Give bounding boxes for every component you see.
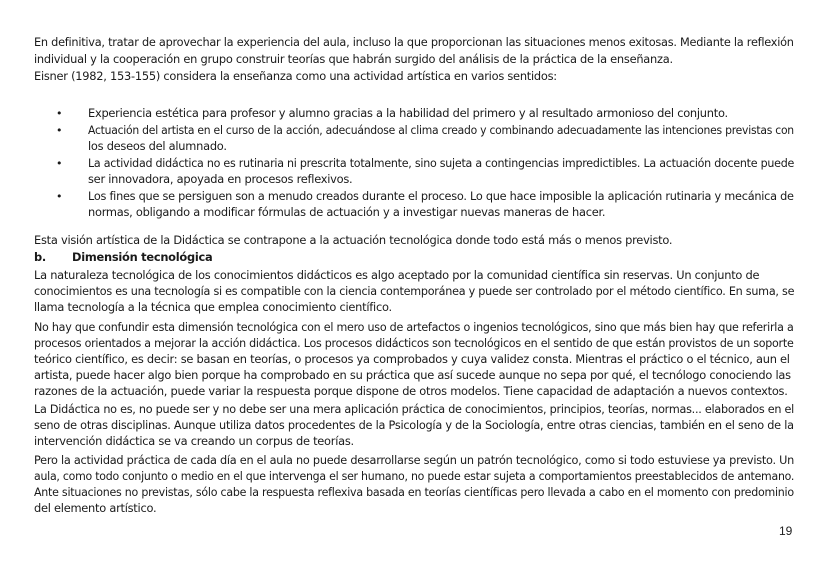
list-item-text: los deseos del alumnado. bbox=[88, 139, 227, 153]
paragraph-line: del elemento artístico. bbox=[34, 501, 157, 515]
intro-line: Eisner (1982, 153-155) considera la enseñanza como una actividad artística en varios sentidos: bbox=[34, 69, 557, 83]
list-item-text: Los fines que se persiguen son a menudo creados durante el proceso. Lo que hace imposible la aplicación rutinaria y mecánica de bbox=[88, 189, 794, 203]
list-item-text: ser innovadora, apoyada en procesos reflexivos. bbox=[88, 172, 353, 186]
intro-line: En definitiva, tratar de aprovechar la experiencia del aula, incluso la que proporcionan las situaciones menos exitosas. Mediante la reflexión bbox=[34, 35, 794, 49]
paragraph-line: Ante situaciones no previstas, sólo cabe la respuesta reflexiva basada en teorías científicas pero llevada a cabo en el momento con predominio bbox=[34, 485, 794, 499]
intro-line: individual y la cooperación en grupo construir teorías que habrán surgido del análisis de la práctica de la enseñanza. bbox=[34, 52, 673, 66]
list-item-text: Actuación del artista en el curso de la acción, adecuándose al clima creado y combinando adecuadamente las intenciones previstas con bbox=[88, 123, 794, 137]
section-heading bbox=[34, 250, 212, 265]
paragraph-line: llama tecnología a la técnica que emplea conocimiento científico. bbox=[34, 300, 392, 314]
bullet-icon: • bbox=[56, 157, 63, 170]
paragraph-line: conocimientos es una tecnología si es compatible con la ciencia contemporánea y puede ser controlado por el método científico. En suma, se bbox=[34, 284, 795, 298]
bullet-icon: • bbox=[56, 124, 63, 137]
paragraph-line: Esta visión artística de la Didáctica se contrapone a la actuación tecnológica donde todo está más o menos previsto. bbox=[34, 233, 673, 247]
paragraph-line: Pero la actividad práctica de cada día en el aula no puede desarrollarse según un patrón tecnológico, como si todo estuviese ya previsto. Un bbox=[34, 453, 795, 467]
paragraph-line: seno de otras disciplinas. Aunque utiliza datos procedentes de la Psicología y de la Sociología, entre otras ciencias, también en el seno de la bbox=[34, 418, 794, 432]
bullet-icon: • bbox=[56, 107, 63, 120]
paragraph-line: La naturaleza tecnológica de los conocimientos didácticos es algo aceptado por la comunidad científica sin reservas. Un conjunto de bbox=[34, 268, 760, 282]
list-item-text: normas, obligando a modificar fórmulas de actuación y a investigar nuevas maneras de hacer. bbox=[88, 205, 606, 219]
list-item-text: Experiencia estética para profesor y alumno gracias a la habilidad del primero y al resultado armonioso del conjunto. bbox=[88, 106, 728, 120]
paragraph-line: No hay que confundir esta dimensión tecnológica con el mero uso de artefactos o ingenios tecnológicos, sino que más bien hay que referirla a bbox=[34, 320, 794, 334]
paragraph-line: procesos orientados a mejorar la acción didáctica. Los procesos didácticos son tecnológicos en el sentido de que están provistos de un soporte bbox=[34, 336, 794, 350]
page-number: 19 bbox=[779, 524, 793, 538]
paragraph-line: artista, puede hacer algo bien porque ha comprobado en su práctica que así sucede aunque no sepa por qué, el tecnólogo conociendo las bbox=[34, 368, 791, 382]
paragraph-line: teórico científico, es decir: se basan en teorías, o procesos ya comprobados y cuya validez consta. Mientras el práctico o el técnico, aun el bbox=[34, 352, 790, 366]
section-number: b. bbox=[34, 250, 46, 264]
paragraph-line: aula, como todo conjunto o medio en el que intervenga el ser humano, no puede estar sujeta a comportamientos preestablecidos de antemano. bbox=[34, 469, 795, 483]
list-item-text: La actividad didáctica no es rutinaria ni prescrita totalmente, sino sujeta a contingencias impredictibles. La actuación docente puede bbox=[88, 156, 795, 170]
paragraph-line: La Didáctica no es, no puede ser y no debe ser una mera aplicación práctica de conocimientos, principios, teorías, normas... elaborados en el bbox=[34, 402, 795, 416]
bullet-icon: • bbox=[56, 190, 63, 203]
paragraph-line: razones de la actuación, puede variar la respuesta porque dispone de otros modelos. Tiene capacidad de adaptación a nuevos contextos. bbox=[34, 384, 788, 398]
paragraph-line: intervención didáctica se va creando un corpus de teorías. bbox=[34, 434, 354, 448]
section-title: Dimensión tecnológica bbox=[72, 250, 213, 264]
